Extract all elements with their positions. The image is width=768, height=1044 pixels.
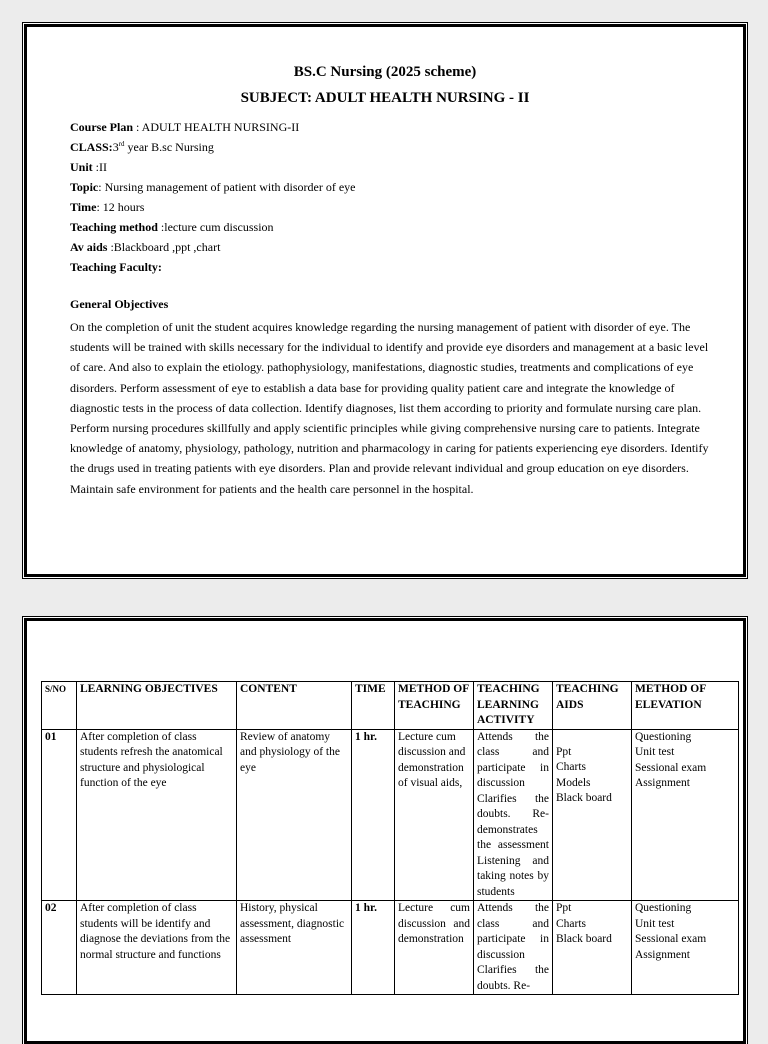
- evaluation-item: Sessional exam: [635, 933, 707, 945]
- evaluation-item: Assignment: [635, 777, 690, 789]
- cell-aids: [553, 729, 632, 901]
- class-row: CLASS:3rd year B.sc Nursing: [70, 140, 214, 154]
- evaluation-item: Unit test: [635, 917, 675, 930]
- page-course-plan: [24, 24, 746, 577]
- course-info: [70, 117, 356, 277]
- cell-evaluation: [632, 901, 739, 995]
- aid-item: Black board: [556, 933, 612, 945]
- header-learning-objectives: LEARNING OBJECTIVES: [77, 682, 237, 730]
- header-content: CONTENT: [237, 682, 352, 730]
- cell-content: Review of anatomy and physiology of the eye: [237, 729, 352, 901]
- cell-aids: [553, 901, 632, 995]
- evaluation-item: Assignment: [635, 948, 690, 961]
- header-teaching-learning-activity: TEACHING LEARNING ACTIVITY: [474, 682, 553, 730]
- av-aids-row: Av aids :Blackboard ,ppt ,chart: [70, 240, 221, 254]
- aid-item: Models: [556, 776, 591, 789]
- cell-objective: After completion of class students will be identify and diagnose the deviations from the normal structure and functions: [77, 901, 237, 995]
- subject-title: SUBJECT: ADULT HEALTH NURSING - II: [240, 90, 530, 106]
- header-sno: S/NO: [42, 682, 77, 730]
- general-objectives-heading: General Objectives: [70, 297, 169, 311]
- page-lesson-table: [24, 618, 746, 1044]
- evaluation-item: Unit test: [635, 746, 675, 758]
- aid-item: Ppt: [556, 902, 572, 914]
- aid-item: Charts: [556, 761, 587, 773]
- unit-row: Unit :II: [70, 160, 107, 174]
- lesson-plan-table: [41, 681, 739, 995]
- document-title: BS.C Nursing (2025 scheme): [293, 64, 477, 80]
- course-plan-row: Course Plan : ADULT HEALTH NURSING-II: [70, 120, 300, 134]
- table-header-row: [42, 682, 739, 730]
- header-teaching-aids: TEACHING AIDS: [553, 682, 632, 730]
- header-method-of-teaching: METHOD OF TEACHING: [395, 682, 474, 730]
- cell-method: Lecture cum discussion and demonstration: [395, 901, 474, 995]
- aid-item: Charts: [556, 917, 587, 930]
- aid-item: Ppt: [556, 745, 572, 758]
- cell-activity: Attends the class and participate in discussion Clarifies the doubts. Re-demonstrates the assessment Listening and taking notes by students: [474, 729, 553, 901]
- general-objectives-text: On the completion of unit the student acquires knowledge regarding the nursing management of patient with disorder of eye. The students will be trained with skills necessary for the individual to identify and provide eye disorders and management at a basic level of care. And also to explain the etiology. pathophysiology, manifestations, diagnostic studies, treatments and complications of eye disorders. Perform assessment of eye to establish a data base for providing quality patient care and integrate the knowledge of diagnostic tests in the process of data collection. Identify diagnoses, list them according to priority and formulate nursing care plan. Perform nursing procedures skillfully and apply scientific principles while giving comprehensive nursing care to patients. Integrate knowledge of anatomy, physiology, pathology, nutrition and pharmacology in caring for patients experiencing eye disorders. Identify the drugs used in treating patients with eye disorders. Plan and provide relevant individual and group education on eye disorders. Maintain safe environment for patients and the health care personnel in the hospital.: [70, 320, 709, 496]
- topic-row: Topic: Nursing management of patient with disorder of eye: [70, 180, 356, 194]
- header-method-of-elevation: METHOD OF ELEVATION: [632, 682, 739, 730]
- evaluation-item: Questioning: [635, 902, 692, 914]
- cell-objective: After completion of class students refresh the anatomical structure and physiological function of the eye: [77, 729, 237, 901]
- header-time: TIME: [352, 682, 395, 730]
- cell-sno: 01: [42, 729, 77, 901]
- evaluation-item: Questioning: [635, 730, 692, 743]
- cell-time: 1 hr.: [352, 901, 395, 995]
- aid-item: Black board: [556, 792, 612, 804]
- table-row: [42, 901, 739, 995]
- cell-method: Lecture cum discussion and demonstration of visual aids,: [395, 729, 474, 901]
- time-row: Time: 12 hours: [70, 200, 145, 214]
- cell-activity: Attends the class and participate in discussion Clarifies the doubts. Re-: [474, 901, 553, 995]
- table-row: [42, 729, 739, 901]
- cell-time: 1 hr.: [352, 729, 395, 901]
- teaching-faculty-row: Teaching Faculty:: [70, 260, 162, 274]
- cell-sno: 02: [42, 901, 77, 995]
- cell-content: History, physical assessment, diagnostic assessment: [237, 901, 352, 995]
- teaching-method-row: Teaching method :lecture cum discussion: [70, 220, 274, 234]
- cell-evaluation: [632, 729, 739, 901]
- evaluation-item: Sessional exam: [635, 761, 707, 774]
